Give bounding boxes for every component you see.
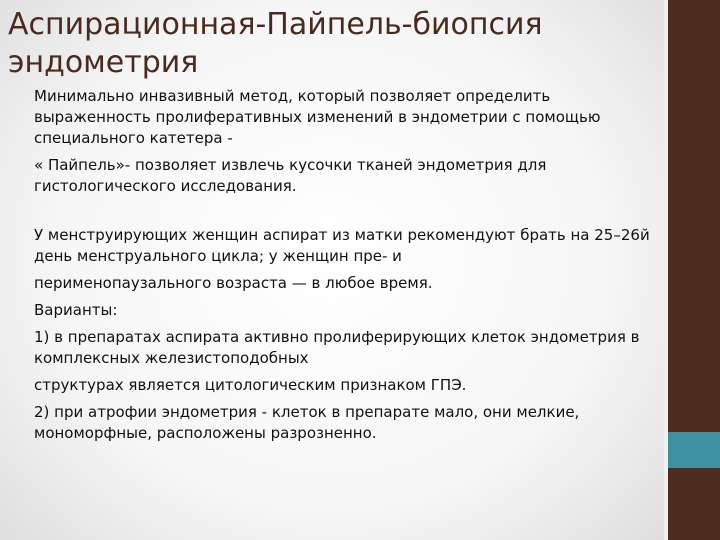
sidebar-brown-bar-top [668, 0, 720, 432]
paragraph-variants-heading: Варианты: [34, 301, 118, 319]
sidebar-brown-bar-bottom [668, 468, 720, 540]
paragraph-variant-2: 2) при атрофии эндометрия - клеток в препарате мало, они мелкие, мономорфные, расположены разрозненно. [34, 403, 580, 442]
paragraph-menstruating-women: У менструирующих женщин аспират из матки рекомендуют брать на 25–26й день менструального цикла; у женщин пре- и [34, 226, 650, 265]
sidebar-teal-block [668, 432, 720, 468]
paragraph-variant-1: 1) в препаратах аспирата активно пролиферирующих клеток эндометрия в комплексных железистоподобных [34, 328, 640, 367]
paragraph-pipelle: « Пайпель»- позволяет извлечь кусочки тканей эндометрия для гистологического исследования. [34, 156, 547, 195]
slide-body [34, 86, 656, 450]
paragraph-method-description: Минимально инвазивный метод, который позволяет определить выраженность пролиферативных изменений в эндометрии с помощью специального катетера - [34, 87, 601, 147]
paragraph-perimenopausal: перименопаузального возраста — в любое время. [34, 274, 433, 292]
paragraph-variant-1-continued: структурах является цитологическим признаком ГПЭ. [34, 376, 467, 394]
slide-title: Аспирационная-Пайпель-биопсия эндометрия [8, 7, 543, 80]
